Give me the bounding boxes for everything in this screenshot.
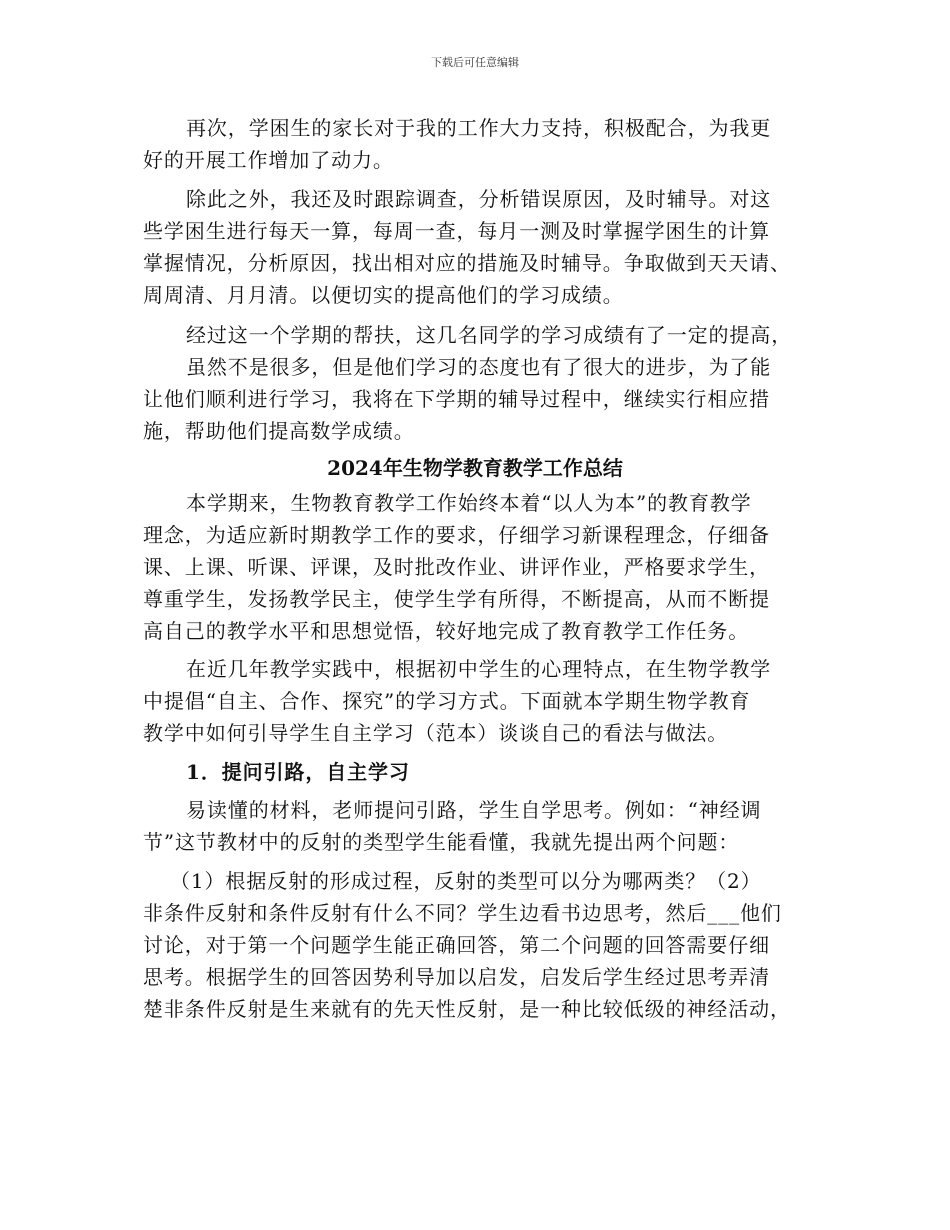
paragraph-line: 除此之外，我还及时跟踪调查，分析错误原因，及时辅导。对这	[186, 187, 772, 211]
paragraph-line: 经过这一个学期的帮扶，这几名同学的学习成绩有了一定的提高，	[186, 323, 793, 347]
paragraph-line: 中提倡“自主、合作、探究”的学习方式。下面就本学期生物学教育	[143, 689, 751, 713]
paragraph-line: 本学期来，生物教育教学工作始终本着“以人为本”的教育教学	[186, 491, 752, 515]
subsection-heading: 1．提问引路，自主学习	[186, 760, 410, 784]
paragraph-line: 易读懂的材料，老师提问引路，学生自学思考。例如：“神经调	[186, 798, 762, 822]
paragraph-line: 教学中如何引导学生自主学习（范本）谈谈自己的看法与做法。	[143, 721, 729, 745]
paragraph-line: 好的开展工作增加了动力。	[143, 148, 394, 172]
paragraph-line: 课、上课、听课、评课，及时批改作业、讲评作业，严格要求学生，	[143, 555, 770, 579]
page-header: 下载后可任意编辑	[431, 56, 519, 69]
paragraph-line: 再次，学困生的家长对于我的工作大力支持，积极配合，为我更	[186, 116, 772, 140]
paragraph-line: 楚非条件反射是生来就有的先天性反射，是一种比较低级的神经活动，	[143, 997, 791, 1021]
paragraph-line: 掌握情况，分析原因，找出相对应的措施及时辅导。争取做到天天请、	[143, 251, 791, 275]
paragraph-line: 理念，为适应新时期教学工作的要求，仔细学习新课程理念，仔细备	[143, 523, 770, 547]
paragraph-line: 思考。根据学生的回答因势利导加以启发，启发后学生经过思考弄清	[143, 965, 770, 989]
paragraph-line: 在近几年教学实践中，根据初中学生的心理特点，在生物学教学	[186, 657, 772, 681]
paragraph-line: 虽然不是很多，但是他们学习的态度也有了很大的进步，为了能	[186, 355, 772, 379]
paragraph-line: 让他们顺利进行学习，我将在下学期的辅导过程中，继续实行相应措	[143, 387, 770, 411]
paragraph-line: 些学困生进行每天一算，每周一查，每月一测及时掌握学困生的计算	[143, 219, 770, 243]
paragraph-line: 周周清、月月清。以便切实的提高他们的学习成绩。	[143, 283, 624, 307]
paragraph-line: 讨论，对于第一个问题学生能正确回答，第二个问题的回答需要仔细	[143, 933, 770, 957]
section-title: 2024年生物学教育教学工作总结	[327, 456, 623, 480]
paragraph-line: 节”这节教材中的反射的类型学生能看懂，我就先提出两个问题：	[143, 830, 740, 854]
paragraph-line: 高自己的教学水平和思想觉悟，较好地完成了教育教学工作任务。	[143, 619, 750, 643]
paragraph-line: 非条件反射和条件反射有什么不同？学生边看书边思考，然后___他们	[143, 901, 782, 925]
paragraph-line: 施，帮助他们提高数学成绩。	[143, 419, 415, 443]
paragraph-line: 尊重学生，发扬教学民主，使学生学有所得，不断提高，从而不断提	[143, 587, 770, 611]
paragraph-line: （1）根据反射的形成过程，反射的类型可以分为哪两类？（2）	[170, 869, 762, 893]
